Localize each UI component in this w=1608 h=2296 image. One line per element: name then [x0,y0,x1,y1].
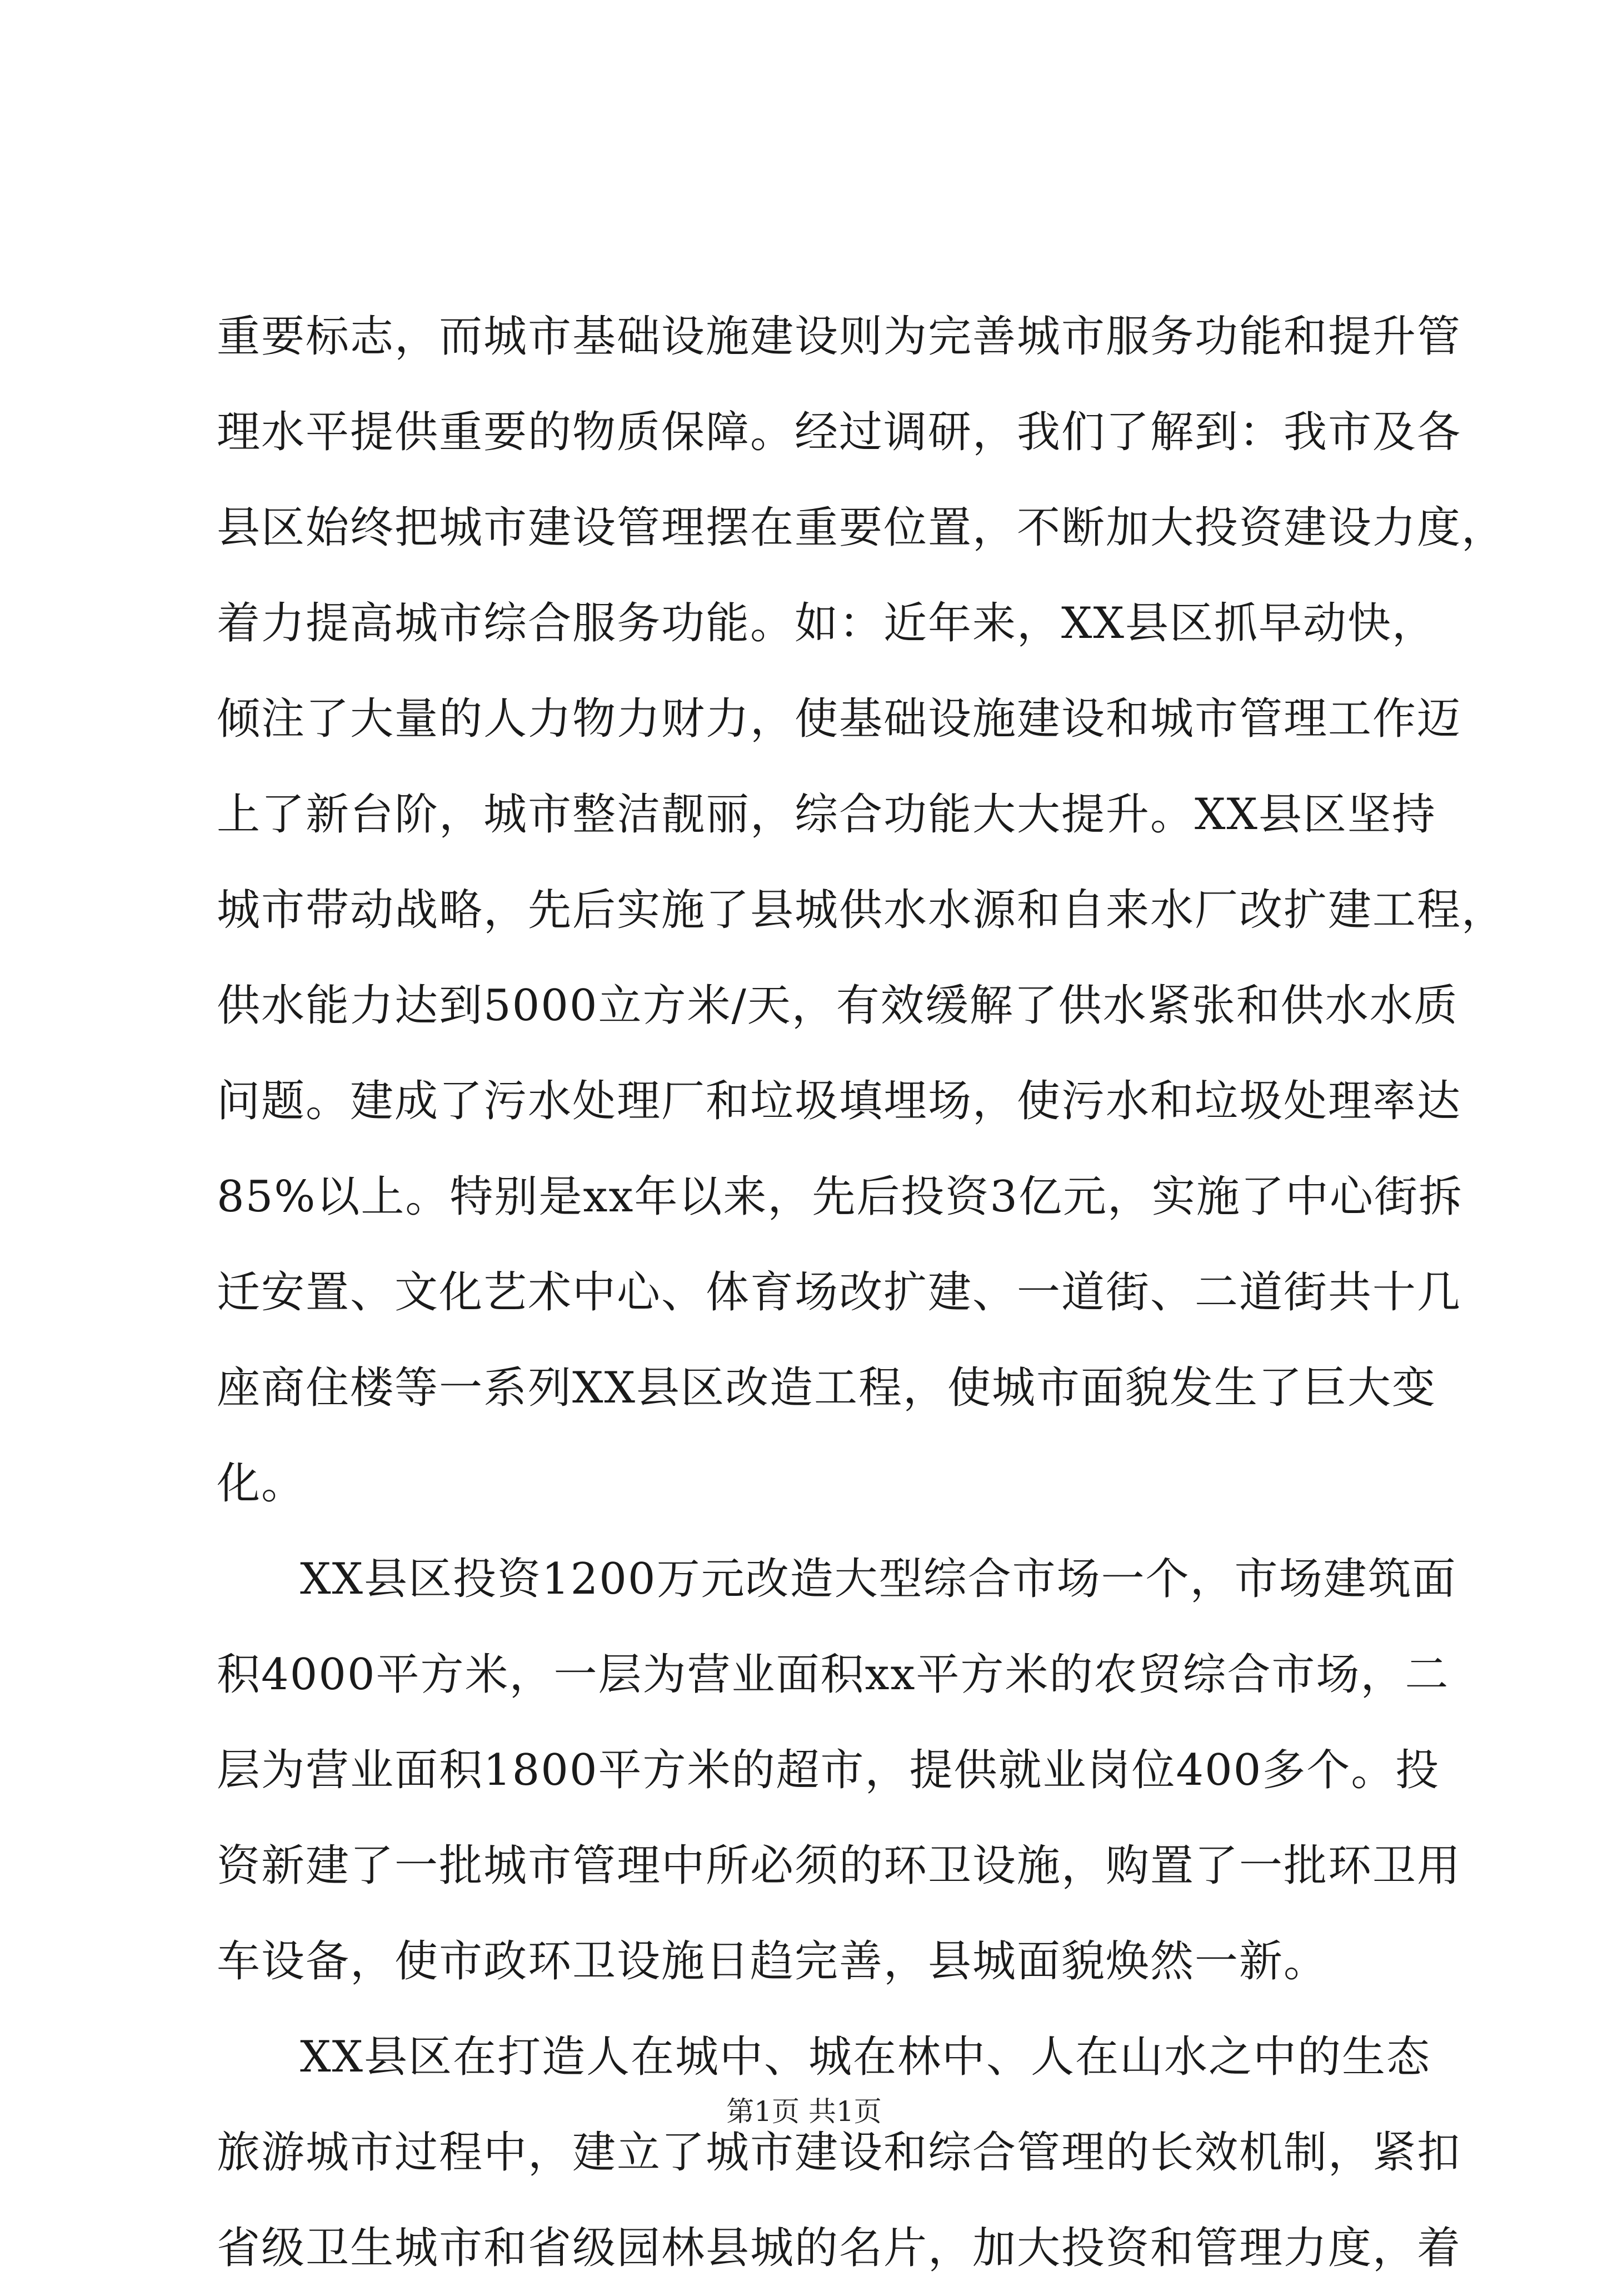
text-line: 座商住楼等一系列XX县区改造工程，使城市面貌发生了巨大变 [217,1363,1437,1413]
text-line: 供水能力达到5000立方米/天，有效缓解了供水紧张和供水水质 [217,981,1459,1031]
text-line: XX县区在打造人在城中、城在林中、人在山水之中的生态 [300,2032,1431,2082]
text-line: 城市带动战略，先后实施了县城供水水源和自来水厂改扩建工程， [217,885,1506,935]
paragraph-3 [217,2009,1462,2296]
text-line: 旅游城市过程中，建立了城市建设和综合管理的长效机制，紧扣 [217,2128,1462,2178]
text-line: 重要标志，而城市基础设施建设则为完善城市服务功能和提升管 [217,312,1462,362]
text-line: 省级卫生城市和省级园林县城的名片，加大投资和管理力度，着 [217,2223,1462,2273]
text-line: 上了新台阶，城市整洁靓丽，综合功能大大提升。XX县区坚持 [217,790,1437,840]
text-line: 理水平提供重要的物质保障。经过调研，我们了解到：我市及各 [217,407,1462,457]
text-line: 县区始终把城市建设管理摆在重要位置，不断加大投资建设力度， [217,503,1506,553]
text-line: 问题。建成了污水处理厂和垃圾填埋场，使污水和垃圾处理率达 [217,1076,1462,1126]
document-body [217,289,1506,2296]
text-line: 着力提高城市综合服务功能。如：近年来，XX县区抓早动快， [217,598,1437,648]
text-line: 85%以上。特别是xx年以来，先后投资3亿元，实施了中心街拆 [217,1172,1463,1222]
page-number-footer: 第1页 共1页 [726,2095,882,2128]
text-line: 层为营业面积1800平方米的超市，提供就业岗位400多个。投 [217,1745,1440,1795]
paragraph-1 [217,289,1506,1531]
text-line: 迁安置、文化艺术中心、体育场改扩建、一道街、二道街共十几 [217,1267,1462,1317]
text-line: 积4000平方米，一层为营业面积xx平方米的农贸综合市场，二 [217,1650,1450,1700]
paragraph-2 [217,1531,1462,2009]
text-line: 倾注了大量的人力物力财力，使基础设施建设和城市管理工作迈 [217,694,1462,744]
text-line: 资新建了一批城市管理中所必须的环卫设施，购置了一批环卫用 [217,1841,1462,1891]
text-line: 化。 [217,1459,306,1509]
text-line: 车设备，使市政环卫设施日趋完善，县城面貌焕然一新。 [217,1936,1329,1986]
text-line: XX县区投资1200万元改造大型综合市场一个，市场建筑面 [300,1554,1457,1604]
